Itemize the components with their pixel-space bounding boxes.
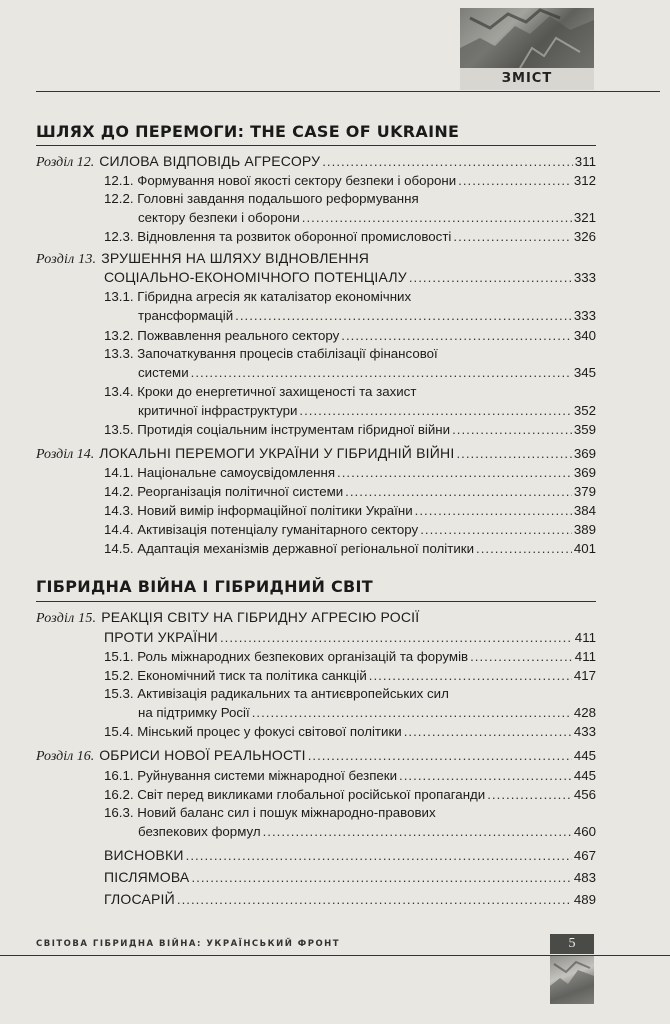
leader-dots xyxy=(369,667,572,684)
page-number: 326 xyxy=(573,229,596,244)
chapter-label: Розділ 12. xyxy=(36,155,95,170)
entry-title: ПІСЛЯМОВА xyxy=(104,869,190,885)
entry-title-line1: 13.1. Гібридна агресія як каталізатор економічних xyxy=(104,289,412,304)
entry-title: 16.1. Руйнування системи міжнародної безпеки xyxy=(104,768,398,783)
leader-dots xyxy=(235,307,572,324)
page-number: 312 xyxy=(573,173,596,188)
leader-dots xyxy=(404,723,572,740)
leader-dots xyxy=(456,445,571,462)
toc-entry-15-3[interactable] xyxy=(138,704,596,721)
chapter-label: Розділ 14. xyxy=(36,447,95,462)
page-number: 369 xyxy=(573,465,596,480)
leader-dots xyxy=(252,704,572,721)
page-number: 359 xyxy=(573,422,596,437)
toc-entry-13-1[interactable] xyxy=(138,307,596,324)
page-number: 417 xyxy=(573,668,596,683)
page-number: 321 xyxy=(573,210,596,225)
toc-chapter-15-line1[interactable] xyxy=(36,609,419,627)
page-number: 433 xyxy=(573,724,596,739)
chapter-title: ОБРИСИ НОВОЇ РЕАЛЬНОСТІ xyxy=(99,747,306,763)
chapter-label: Розділ 16. xyxy=(36,749,95,764)
chapter-label: Розділ 13. xyxy=(36,252,97,267)
leader-dots xyxy=(470,648,573,665)
toc-chapter-16[interactable] xyxy=(36,747,596,765)
chapter-title-line1: РЕАКЦІЯ СВІТУ НА ГІБРИДНУ АГРЕСІЮ РОСІЇ xyxy=(101,609,420,625)
toc-entry-13-2[interactable] xyxy=(104,327,596,344)
page-number: 340 xyxy=(573,328,596,343)
page-number: 411 xyxy=(574,630,596,645)
toc-entry-12-2[interactable] xyxy=(138,209,596,226)
toc-afterword[interactable] xyxy=(104,869,596,886)
page-number: 389 xyxy=(573,522,596,537)
toc-entry-14-1[interactable] xyxy=(104,464,596,481)
entry-title: 15.1. Роль міжнародних безпекових організацій та форумів xyxy=(104,649,469,664)
page-number: 456 xyxy=(573,787,596,802)
leader-dots xyxy=(191,869,571,886)
chapter-title-line2: СОЦІАЛЬНО-ЕКОНОМІЧНОГО ПОТЕНЦІАЛУ xyxy=(104,269,407,285)
leader-dots xyxy=(420,521,572,538)
leader-dots xyxy=(458,172,572,189)
leader-dots xyxy=(186,847,572,864)
entry-title: 16.2. Світ перед викликами глобальної російської пропаганди xyxy=(104,787,486,802)
page-number-badge: 5 xyxy=(550,934,594,954)
leader-dots xyxy=(191,364,572,381)
toc-glossary[interactable] xyxy=(104,891,596,908)
entry-title-line1: 16.3. Новий баланс сил і пошук міжнародно-правових xyxy=(104,805,436,820)
entry-title: 14.2. Реорганізація політичної системи xyxy=(104,484,344,499)
leader-dots xyxy=(452,421,572,438)
entry-title-line2: сектору безпеки і оборони xyxy=(138,210,300,225)
page-number: 483 xyxy=(573,870,596,885)
toc-entry-13-4[interactable] xyxy=(138,402,596,419)
leader-dots xyxy=(337,464,572,481)
toc-entry-12-1[interactable] xyxy=(104,172,596,189)
toc-chapter-13-line1[interactable] xyxy=(36,250,369,268)
section-rule xyxy=(36,601,596,602)
entry-title-line1: 12.2. Головні завдання подальшого реформування xyxy=(104,191,419,206)
entry-title-line2: на підтримку Росії xyxy=(138,705,250,720)
toc-conclusions[interactable] xyxy=(104,847,596,864)
toc-chapter-12[interactable] xyxy=(36,153,596,171)
page-number: 489 xyxy=(573,892,596,907)
entry-title-line1: 13.3. Започаткування процесів стабілізації фінансової xyxy=(104,346,438,361)
toc-entry-14-4[interactable] xyxy=(104,521,596,538)
leader-dots xyxy=(299,402,571,419)
chapter-title: СИЛОВА ВІДПОВІДЬ АГРЕСОРУ xyxy=(99,153,321,169)
entry-title: 15.2. Економічний тиск та політика санкцій xyxy=(104,668,367,683)
entry-title: ВИСНОВКИ xyxy=(104,847,184,863)
entry-title: ГЛОСАРІЙ xyxy=(104,891,175,907)
toc-chapter-15[interactable] xyxy=(104,629,596,646)
page-number: 333 xyxy=(573,308,596,323)
entry-title: 13.2. Пожвавлення реального сектору xyxy=(104,328,340,343)
entry-title: 14.5. Адаптація механізмів державної регіональної політики xyxy=(104,541,475,556)
chapter-label: Розділ 15. xyxy=(36,611,97,626)
toc-entry-14-5[interactable] xyxy=(104,540,596,557)
entry-title: 13.5. Протидія соціальним інструментам гібридної війни xyxy=(104,422,451,437)
toc-chapter-13[interactable] xyxy=(104,269,596,286)
page-number: 345 xyxy=(573,365,596,380)
entry-title-line2: системи xyxy=(138,365,189,380)
page-number: 311 xyxy=(574,154,596,169)
leader-dots xyxy=(399,767,572,784)
toc-entry-16-2[interactable] xyxy=(104,786,596,803)
toc-entry-12-3[interactable] xyxy=(104,228,596,245)
leader-dots xyxy=(409,269,572,286)
leader-dots xyxy=(322,153,573,170)
header-rule xyxy=(36,91,660,92)
leader-dots xyxy=(415,502,572,519)
leader-dots xyxy=(487,786,572,803)
page-number: 333 xyxy=(573,270,596,285)
entry-title: 12.3. Відновлення та розвиток оборонної промисловості xyxy=(104,229,452,244)
toc-entry-13-5[interactable] xyxy=(104,421,596,438)
toc-entry-14-3[interactable] xyxy=(104,502,596,519)
toc-entry-15-4[interactable] xyxy=(104,723,596,740)
entry-title-line2: критичної інфраструктури xyxy=(138,403,298,418)
leader-dots xyxy=(453,228,571,245)
entry-title-line1: 13.4. Кроки до енергетичної захищеності та захист xyxy=(104,384,417,399)
entry-title: 12.1. Формування нової якості сектору безпеки і оборони xyxy=(104,173,457,188)
section-title: ШЛЯХ ДО ПЕРЕМОГИ: THE CASE OF UKRAINE xyxy=(36,122,460,141)
toc-entry-16-1[interactable] xyxy=(104,767,596,784)
leader-dots xyxy=(302,209,572,226)
page-number: 445 xyxy=(573,768,596,783)
entry-title: 14.4. Активізація потенціалу гуманітарного сектору xyxy=(104,522,419,537)
section-title: ГІБРИДНА ВІЙНА І ГІБРИДНИЙ СВІТ xyxy=(36,577,374,596)
leader-dots xyxy=(308,747,572,764)
leader-dots xyxy=(341,327,572,344)
leader-dots xyxy=(263,823,572,840)
page-number: 460 xyxy=(573,824,596,839)
running-title: СВІТОВА ГІБРИДНА ВІЙНА: УКРАЇНСЬКИЙ ФРОНТ xyxy=(36,939,341,949)
header-photo xyxy=(460,8,594,68)
leader-dots xyxy=(345,483,572,500)
toc-entry-14-2[interactable] xyxy=(104,483,596,500)
page-number: 428 xyxy=(573,705,596,720)
toc-entry-15-1[interactable] xyxy=(104,648,596,665)
footer-photo xyxy=(550,956,594,1004)
leader-dots xyxy=(177,891,572,908)
chapter-title-line1: ЗРУШЕННЯ НА ШЛЯХУ ВІДНОВЛЕННЯ xyxy=(101,250,370,266)
leader-dots xyxy=(476,540,572,557)
page-number: 379 xyxy=(573,484,596,499)
entry-title: 15.4. Мінський процес у фокусі світової політики xyxy=(104,724,402,739)
entry-title-line1: 15.3. Активізація радикальних та антиєвропейських сил xyxy=(104,686,449,701)
toc-chapter-14[interactable] xyxy=(36,445,596,463)
entry-title: 14.3. Новий вимір інформаційної політики України xyxy=(104,503,413,518)
entry-title-line2: безпекових формул xyxy=(138,824,261,839)
toc-entry-13-3[interactable] xyxy=(138,364,596,381)
page-number: 467 xyxy=(573,848,596,863)
page-number: 384 xyxy=(573,503,596,518)
page-number: 352 xyxy=(573,403,596,418)
chapter-title: ЛОКАЛЬНІ ПЕРЕМОГИ УКРАЇНИ У ГІБРИДНІЙ ВІЙНІ xyxy=(99,445,455,461)
toc-entry-15-2[interactable] xyxy=(104,667,596,684)
toc-entry-16-3[interactable] xyxy=(138,823,596,840)
header-label: ЗМІСТ xyxy=(460,68,594,90)
page-number: 411 xyxy=(574,649,596,664)
entry-title: 14.1. Національне самоусвідомлення xyxy=(104,465,336,480)
page-number: 401 xyxy=(573,541,596,556)
page-number: 369 xyxy=(573,446,596,461)
page-number: 445 xyxy=(573,748,596,763)
chapter-title-line2: ПРОТИ УКРАЇНИ xyxy=(104,629,218,645)
section-rule xyxy=(36,145,596,146)
leader-dots xyxy=(220,629,573,646)
entry-title-line2: трансформацій xyxy=(138,308,234,323)
